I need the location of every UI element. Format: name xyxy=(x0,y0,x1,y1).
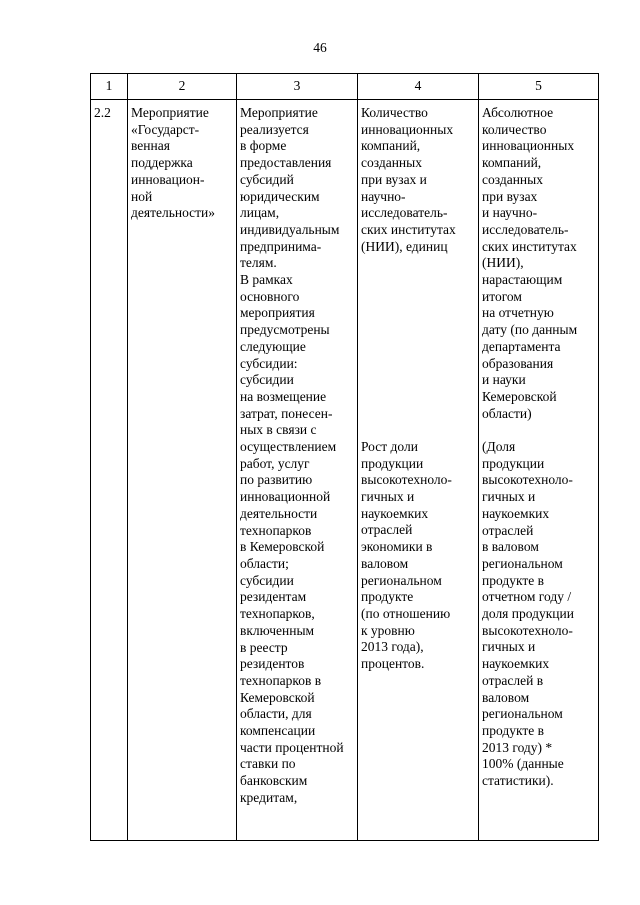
event-description-line: технопарков в xyxy=(240,672,322,688)
calculation-method-line: высокотехноло- xyxy=(482,622,573,638)
event-description-line: субсидий xyxy=(240,171,294,187)
event-description-line: области, для xyxy=(240,706,312,722)
event-description-line: следующие xyxy=(240,338,306,354)
event-description-line: технопарков, xyxy=(240,606,315,622)
indicator-name-line xyxy=(361,355,476,372)
indicator-name-line: процентов. xyxy=(361,656,425,672)
event-description-line: на возмещение xyxy=(240,388,327,404)
indicator-name-cell xyxy=(358,100,479,841)
event-description-line: юридическим xyxy=(240,188,320,204)
event-name-line: инновацион- xyxy=(131,171,205,187)
event-description-line: резидентов xyxy=(240,656,305,672)
document-table xyxy=(90,73,599,841)
event-description-line: банковским xyxy=(240,773,308,789)
indicator-name-line: наукоемких xyxy=(361,505,429,521)
calculation-method-line: в валовом xyxy=(482,539,539,555)
indicator-name-line: продукте xyxy=(361,589,414,605)
calculation-method-line: доля продукции xyxy=(482,606,574,622)
indicator-name-line xyxy=(361,272,476,289)
event-name-line: поддержка xyxy=(131,155,193,171)
event-name-line: Мероприятие xyxy=(131,105,209,120)
event-description-line: В рамках xyxy=(240,272,293,288)
calculation-method-line: дату (по данным xyxy=(482,322,578,338)
event-description-line: предусмотрены xyxy=(240,322,330,338)
indicator-name-line: Рост доли xyxy=(361,438,418,454)
event-description-cell xyxy=(237,100,358,841)
indicator-name-line: к уровню xyxy=(361,622,415,638)
row-number: 2.2 xyxy=(94,105,111,120)
calculation-method-line: образования xyxy=(482,355,554,371)
indicator-name-line: компаний, xyxy=(361,138,421,154)
event-description-line: лицам, xyxy=(240,205,280,221)
calculation-method-line: и научно- xyxy=(482,205,538,221)
calculation-method-line: созданных xyxy=(482,171,543,187)
indicator-name-line xyxy=(361,255,476,272)
row-number-cell xyxy=(91,100,128,841)
calculation-method-cell xyxy=(479,100,599,841)
indicator-name-line: при вузах и xyxy=(361,171,427,187)
indicator-name-line: отраслей xyxy=(361,522,413,538)
event-description-line: телям. xyxy=(240,255,277,271)
event-description-line: кредитам, xyxy=(240,789,298,805)
indicator-name-line: продукции xyxy=(361,455,424,471)
indicator-name-line: валовом xyxy=(361,555,409,571)
calculation-method-line: инновационных xyxy=(482,138,575,154)
indicator-name-line: инновационных xyxy=(361,121,454,137)
calculation-method-line: гичных и xyxy=(482,489,536,505)
calculation-method-line: исследователь- xyxy=(482,221,569,237)
indicator-name-line: 2013 года), xyxy=(361,639,424,655)
indicator-name-line: исследователь- xyxy=(361,205,448,221)
event-description-line: области; xyxy=(240,555,289,571)
calculation-method-line: 100% (данные xyxy=(482,756,564,772)
calculation-method-line: 2013 году) * xyxy=(482,739,553,755)
event-description-line: затрат, понесен- xyxy=(240,405,333,421)
calculation-method-line: высокотехноло- xyxy=(482,472,573,488)
event-description-line: резидентам xyxy=(240,589,307,605)
calculation-method-line: валовом xyxy=(482,689,530,705)
page-number: 46 xyxy=(313,40,327,55)
calculation-method-line: отраслей в xyxy=(482,672,544,688)
event-name-line: венная xyxy=(131,138,170,154)
event-name-line: деятельности» xyxy=(131,205,216,221)
calculation-method-line: статистики). xyxy=(482,773,554,789)
event-description-line: осуществлением xyxy=(240,439,337,455)
event-name-cell xyxy=(128,100,237,841)
calculation-method-line: количество xyxy=(482,121,547,137)
event-description-line: реализуется xyxy=(240,121,309,137)
calculation-method-line: отчетном году / xyxy=(482,589,572,605)
calculation-method-line: нарастающим xyxy=(482,272,563,288)
indicator-name-line xyxy=(361,305,476,322)
calculation-method-line: при вузах xyxy=(482,188,538,204)
indicator-name-line xyxy=(361,339,476,356)
calculation-method-line: продукте в xyxy=(482,723,544,738)
event-description-line: ставки по xyxy=(240,756,296,772)
calculation-method-line: итогом xyxy=(482,288,522,304)
indicator-name-line: (по отношению xyxy=(361,605,451,621)
indicator-name-line xyxy=(361,422,476,439)
indicator-name-line xyxy=(361,389,476,406)
indicator-name-line: научно- xyxy=(361,188,406,204)
indicator-name-line: Количество xyxy=(361,105,428,120)
event-description-line: инновационной xyxy=(240,489,331,505)
header-cell-5: 5 xyxy=(479,74,599,100)
event-description-line: технопарков xyxy=(240,522,312,538)
calculation-method-line: наукоемких xyxy=(482,505,550,521)
indicator-name-line xyxy=(361,372,476,389)
event-name-line: «Государст- xyxy=(131,121,200,137)
calculation-method-line: наукоемких xyxy=(482,656,550,672)
event-description-line: компенсации xyxy=(240,723,316,739)
event-description-line: в форме xyxy=(240,138,287,154)
header-cell-2: 2 xyxy=(128,74,237,100)
event-description-line: работ, услуг xyxy=(240,455,310,471)
calculation-method-line: компаний, xyxy=(482,155,542,171)
header-cell-4: 4 xyxy=(358,74,479,100)
indicator-name-line: региональном xyxy=(361,572,442,588)
calculation-method-line xyxy=(482,422,596,439)
header-cell-1: 1 xyxy=(91,74,128,100)
indicator-name-line: (НИИ), единиц xyxy=(361,238,448,254)
event-description-line: предоставления xyxy=(240,155,332,171)
calculation-method-line: (Доля xyxy=(482,439,516,455)
calculation-method-line: департамента xyxy=(482,338,561,354)
event-description-line: в реестр xyxy=(240,639,288,655)
indicator-name-line xyxy=(361,406,476,423)
calculation-method-line: региональном xyxy=(482,706,563,722)
header-row xyxy=(91,74,599,100)
calculation-method-line: Абсолютное xyxy=(482,105,554,120)
event-description-line: субсидии xyxy=(240,372,294,388)
event-description-line: Кемеровской xyxy=(240,689,315,705)
calculation-method-line: ских институтах xyxy=(482,238,577,254)
calculation-method-line: региональном xyxy=(482,555,563,571)
indicator-name-line xyxy=(361,289,476,306)
calculation-method-line: (НИИ), xyxy=(482,255,524,271)
calculation-method-line: продукции xyxy=(482,455,545,471)
event-description-line: включенным xyxy=(240,622,315,638)
event-description-line: предпринима- xyxy=(240,238,322,254)
calculation-method-line: Кемеровской xyxy=(482,388,557,404)
indicator-name-line: экономики в xyxy=(361,539,433,555)
calculation-method-line: на отчетную xyxy=(482,305,554,321)
header-cell-3: 3 xyxy=(237,74,358,100)
event-description-line: мероприятия xyxy=(240,305,315,321)
event-description-line: Мероприятие xyxy=(240,105,318,120)
calculation-method-line: продукте в xyxy=(482,572,544,588)
calculation-method-line: отраслей xyxy=(482,522,534,538)
indicator-name-line: высокотехноло- xyxy=(361,472,452,488)
event-description-line: субсидии: xyxy=(240,355,298,371)
event-description-line: по развитию xyxy=(240,472,313,488)
event-description-line: части процентной xyxy=(240,739,344,755)
indicator-name-line: созданных xyxy=(361,155,422,171)
indicator-name-line: гичных и xyxy=(361,489,415,504)
event-description-line: основного xyxy=(240,288,300,304)
event-name-line: ной xyxy=(131,188,153,204)
event-description-line: субсидии xyxy=(240,572,294,588)
table-row xyxy=(91,100,599,841)
calculation-method-line: гичных и xyxy=(482,639,536,655)
event-description-line: в Кемеровской xyxy=(240,539,325,555)
indicator-name-line: ских институтах xyxy=(361,221,456,237)
indicator-name-line xyxy=(361,322,476,339)
calculation-method-line: области) xyxy=(482,405,532,421)
event-description-line: деятельности xyxy=(240,505,318,521)
event-description-line: ных в связи с xyxy=(240,422,317,438)
event-description-line: индивидуальным xyxy=(240,221,340,237)
calculation-method-line: и науки xyxy=(482,372,526,388)
